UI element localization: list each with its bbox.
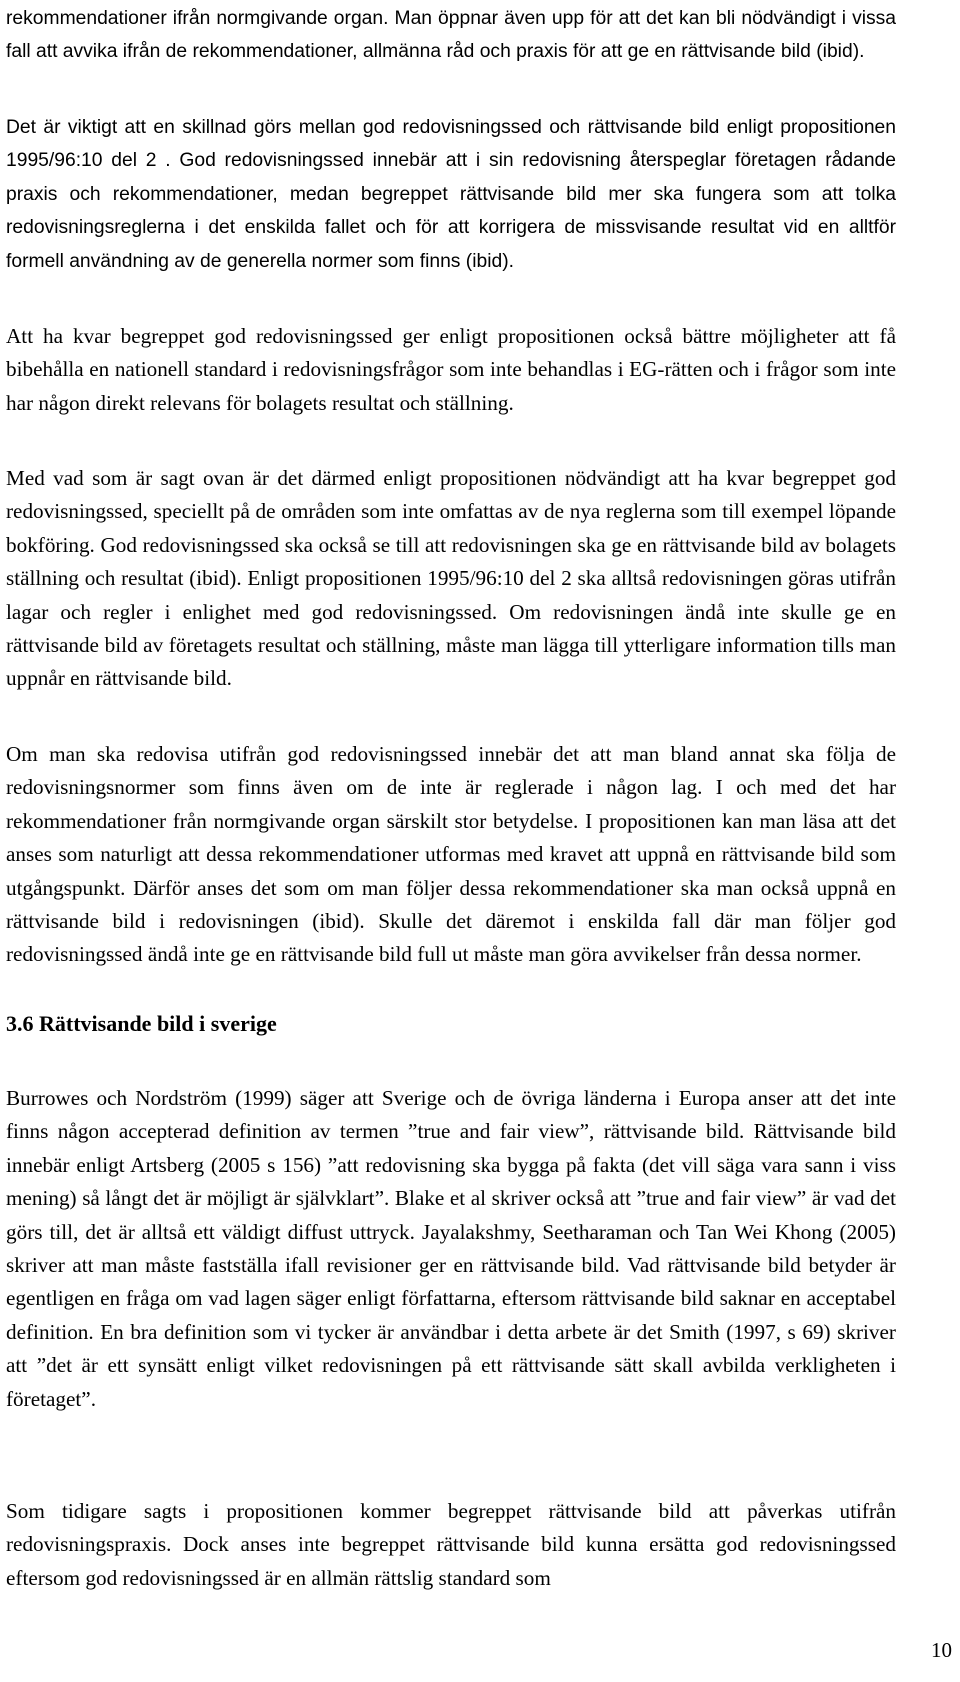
paragraph-6-line-3: bild. Rättvisande bild innebär enligt Artsberg (2005 s 156) ”att redovisning ska bygga xyxy=(6,1119,896,1177)
paragraph-7-line-2: utifrån redovisningspraxis. Dock anses inte begreppet rättvisande bild kunna ersätta god xyxy=(6,1499,897,1557)
paragraph-1 xyxy=(6,2,896,69)
paragraph-4-line-3: reglerna som till exempel löpande bokföring. God redovisningssed ska också se till att xyxy=(6,499,897,557)
paragraph-2-line-5: och för att korrigera de missvisande resultat vid en alltför formell användning av de xyxy=(6,217,897,272)
paragraph-3-line-4: resultat och ställning. xyxy=(331,390,514,415)
paragraph-6-line-4: på fakta (det vill säga vara sann i viss mening) så långt det är möjligt är självklart”. xyxy=(6,1152,896,1211)
paragraph-5-line-3: med det har rekommendationer från normgivande organ särskilt stor betydelse. I xyxy=(6,775,897,833)
paragraph-3 xyxy=(6,320,896,420)
paragraph-5-line-5: utformas med kravet att uppnå en rättvisande bild som utgångspunkt. Därför anses det xyxy=(6,842,897,900)
paragraph-6-line-1: Burrowes och Nordström (1999) säger att Sverige och de övriga länderna i Europa anser xyxy=(6,1086,793,1110)
paragraph-2-line-4: rättvisande bild mer ska fungera som att tolka redovisningsreglerna i det enskilda fallet xyxy=(6,183,896,239)
section-heading: 3.6 Rättvisande bild i sverige xyxy=(6,1011,277,1036)
paragraph-5-line-6: som om man följer dessa rekommendationer ska man också uppnå en rättvisande bild i xyxy=(6,875,897,934)
paragraph-6-line-10: användbar i detta arbete är det Smith (1997, s 69) skriver att ”det är ett synsätt enligt xyxy=(6,1319,896,1378)
paragraph-3-line-2: möjligheter att få bibehålla en nationell standard i redovisningsfrågor som inte xyxy=(6,324,897,382)
paragraph-4-line-7: bild av företagets resultat och ställning, måste man lägga till ytterligare information tills xyxy=(104,633,854,658)
paragraph-4-line-1: Med vad som är sagt ovan är det därmed enligt propositionen nödvändigt att ha kvar xyxy=(6,466,765,490)
paragraph-5-line-2: följa de redovisningsnormer som finns även om de inte är reglerade i någon lag. I och xyxy=(6,742,897,800)
page-number: 10 xyxy=(931,1638,952,1662)
paragraph-7-line-3: redovisningssed eftersom god redovisningssed är en allmän rättslig standard som xyxy=(6,1532,896,1590)
paragraph-6-line-6: väldigt diffust uttryck. Jayalakshmy, Seetharaman och Tan Wei Khong (2005) skriver xyxy=(6,1219,896,1278)
paragraph-5 xyxy=(6,738,896,972)
paragraph-4 xyxy=(6,462,896,696)
paragraph-2-line-2: propositionen 1995/96:10 del 2 . God redovisningssed innebär att i sin redovisning xyxy=(6,117,897,172)
paragraph-2 xyxy=(6,111,896,278)
paragraph-5-line-7: redovisningen (ibid). Skulle det däremot i enskilda fall där man följer god xyxy=(178,909,897,934)
paragraph-4-line-8: man uppnår en rättvisande bild. xyxy=(6,633,897,691)
paragraph-5-line-9: dessa normer. xyxy=(745,942,862,967)
paragraph-1-line-2: nödvändigt i vissa fall att avvika ifrån de rekommendationer, allmänna råd och praxis xyxy=(6,8,896,63)
paragraph-6-line-7: att man måste fastställa ifall revisioner ger en rättvisande bild. Vad rättvisande bild xyxy=(72,1253,801,1278)
paragraph-4-line-6: enlighet med god redovisningssed. Om redovisningen ändå inte skulle ge en rättvisande xyxy=(6,599,897,658)
paragraph-7-line-1: Som tidigare sagts i propositionen kommer begreppet rättvisande bild att påverkas xyxy=(6,1499,823,1523)
paragraph-6-line-5: Blake et al skriver också att ”true and fair view” är vad det görs till, det är alltså ett xyxy=(6,1186,897,1244)
paragraph-6-line-11: vilket redovisningen på ett rättvisande sätt skall avbilda verkligheten i företaget”. xyxy=(6,1353,897,1411)
paragraph-5-line-8: redovisningssed ändå inte ge en rättvisande bild full ut måste man göra avvikelser från xyxy=(6,942,740,967)
paragraph-6-line-8: betyder är egentligen en fråga om vad lagen säger enligt författarna, eftersom xyxy=(6,1253,896,1311)
paragraph-1-line-1: rekommendationer ifrån normgivande organ. Man öppnar även upp för att det kan bli xyxy=(6,8,736,29)
paragraph-6-line-9: rättvisande bild saknar en acceptabel definition. En bra definition som vi tycker är xyxy=(6,1286,897,1344)
paragraph-1-line-3: för att ge en rättvisande bild (ibid). xyxy=(572,41,865,63)
paragraph-2-line-1: Det är viktigt att en skillnad görs mellan god redovisningssed och rättvisande bild enligt xyxy=(6,117,773,138)
paragraph-4-line-2: begreppet god redovisningssed, speciellt på de områden som inte omfattas av de nya xyxy=(6,466,897,524)
paragraph-3-line-1: Att ha kvar begreppet god redovisningssed ger enligt propositionen också bättre xyxy=(6,324,731,348)
paragraph-6-line-2: att det inte finns någon accepterad definition av termen ”true and fair view”, rättvisande xyxy=(6,1086,897,1144)
paragraph-4-line-4: redovisningen ska ge en rättvisande bild av bolagets ställning och resultat (ibid). Enligt xyxy=(6,532,897,591)
paragraph-5-line-1: Om man ska redovisa utifrån god redovisningssed innebär det att man bland annat ska xyxy=(6,742,815,766)
paragraph-6 xyxy=(6,1082,896,1416)
paragraph-5-line-4: propositionen kan man läsa att det anses som naturligt att dessa rekommendationer xyxy=(6,808,896,867)
paragraph-2-line-6: generella normer som finns (ibid). xyxy=(226,250,515,272)
paragraph-3-line-3: behandlas i EG-rätten och i frågor som inte har någon direkt relevans för bolagets xyxy=(6,357,897,415)
paragraph-2-line-3: återspeglar företagen rådande praxis och rekommendationer, medan begreppet xyxy=(6,150,896,205)
paragraph-7 xyxy=(6,1495,896,1595)
paragraph-4-line-5: propositionen 1995/96:10 del 2 ska alltså redovisningen göras utifrån lagar och regler i xyxy=(6,566,897,624)
